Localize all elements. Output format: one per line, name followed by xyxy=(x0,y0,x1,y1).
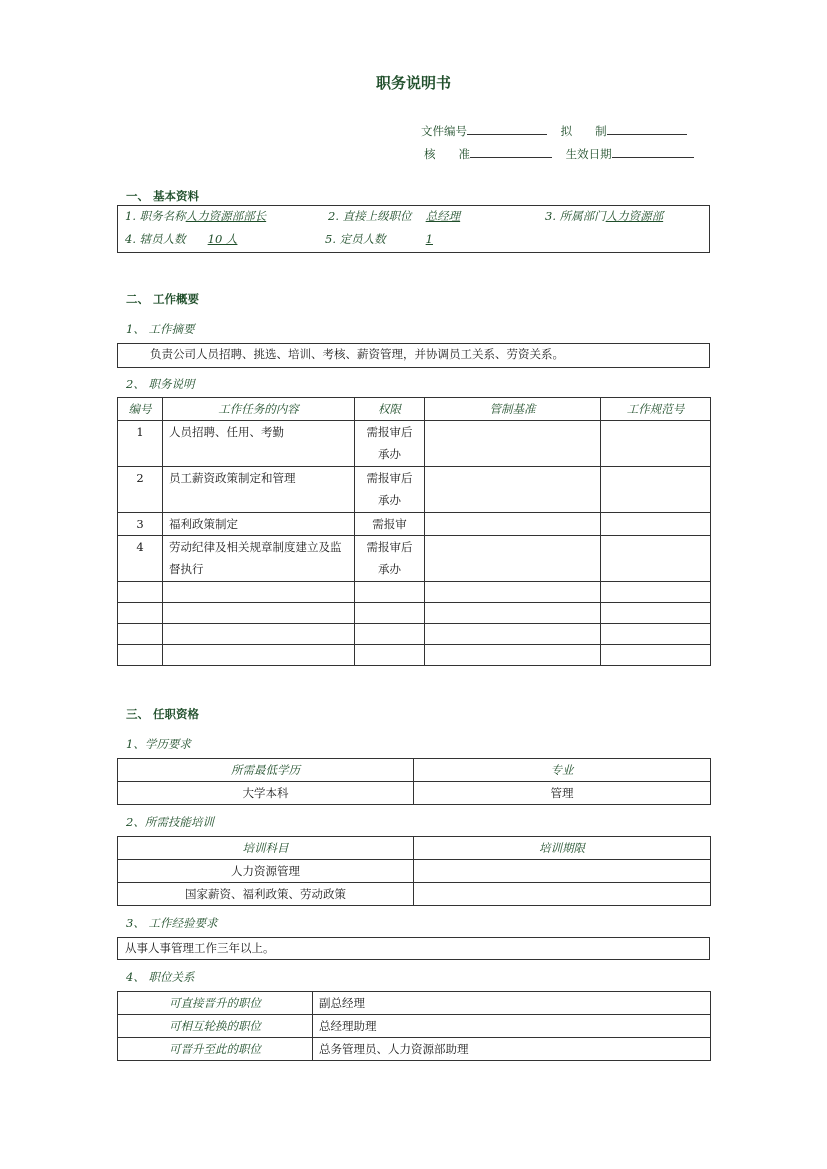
exp-box xyxy=(117,937,710,960)
col-auth: 权限 xyxy=(355,398,425,421)
edu-table xyxy=(117,758,711,805)
col-task: 工作任务的内容 xyxy=(163,398,355,421)
draft-field[interactable] xyxy=(607,123,687,135)
table-row: 可直接晋升的职位 副总经理 xyxy=(118,992,711,1015)
table-row: 3 福利政策制定 需报审 xyxy=(118,513,711,536)
table-row: 人力资源管理 xyxy=(118,860,711,883)
basic-info-box xyxy=(117,205,710,253)
duties-header-row xyxy=(118,398,711,421)
rel-label: 4、 职位关系 xyxy=(126,970,195,984)
page-title: 职务说明书 xyxy=(375,74,451,92)
train-col-subject: 培训科目 xyxy=(118,837,414,860)
relations-table xyxy=(117,991,711,1061)
table-row: 4 劳动纪律及相关规章制度建立及监督执行 需报审后承办 xyxy=(118,536,711,582)
exp-label: 3、 工作经验要求 xyxy=(126,916,218,930)
field-supervisor: 2. 直接上级职位 总经理 xyxy=(328,209,461,223)
train-col-period: 培训期限 xyxy=(414,837,711,860)
table-row: 国家薪资、福利政策、劳动政策 xyxy=(118,883,711,906)
duties-table xyxy=(117,397,711,666)
exp-text: 从事人事管理工作三年以上。 xyxy=(125,941,275,955)
section3-heading: 三、 任职资格 xyxy=(126,707,200,721)
train-label: 2、所需技能培训 xyxy=(126,815,214,829)
approve-label: 核 准 xyxy=(424,147,470,161)
table-row: 1 人员招聘、任用、考勤 需报审后承办 xyxy=(118,421,711,467)
doc-no-field[interactable] xyxy=(467,123,547,135)
summary-box xyxy=(117,343,710,368)
col-no: 编号 xyxy=(118,398,163,421)
table-row-empty xyxy=(118,624,711,645)
meta-row-2 xyxy=(424,146,694,162)
train-table xyxy=(117,836,711,906)
field-headcount: 5. 定员人数 1 xyxy=(325,232,433,246)
edu-col-major: 专业 xyxy=(414,759,711,782)
section2-heading: 二、 工作概要 xyxy=(126,292,200,306)
col-control: 管制基准 xyxy=(425,398,601,421)
table-row: 可晋升至此的职位 总务管理员、人力资源部助理 xyxy=(118,1038,711,1061)
meta-row-1 xyxy=(421,123,687,139)
edu-col-level: 所需最低学历 xyxy=(118,759,414,782)
summary-text: 负责公司人员招聘、挑选、培训、考核、薪资管理，并协调员工关系、劳资关系。 xyxy=(150,347,564,361)
edu-label: 1、学历要求 xyxy=(126,737,191,751)
effective-field[interactable] xyxy=(612,146,694,158)
table-row: 可相互轮换的职位 总经理助理 xyxy=(118,1015,711,1038)
approve-field[interactable] xyxy=(470,146,552,158)
field-subordinates: 4. 辖员人数 10 人 xyxy=(125,232,238,246)
effective-label: 生效日期 xyxy=(565,147,612,161)
table-row-empty xyxy=(118,582,711,603)
table-row-empty xyxy=(118,645,711,666)
field-job-title: 1. 职务名称人力资源部部长 xyxy=(125,209,267,223)
draft-label: 拟 制 xyxy=(560,124,607,138)
table-row-empty xyxy=(118,603,711,624)
field-department: 3. 所属部门人力资源部 xyxy=(545,209,664,223)
duties-label: 2、 职务说明 xyxy=(126,377,195,391)
section1-heading: 一、 基本资料 xyxy=(126,189,200,203)
table-row: 2 员工薪资政策制定和管理 需报审后承办 xyxy=(118,467,711,513)
summary-label: 1、 工作摘要 xyxy=(126,322,195,336)
col-spec: 工作规范号 xyxy=(601,398,711,421)
doc-no-label: 文件编号 xyxy=(421,124,467,138)
table-row: 大学本科 管理 xyxy=(118,782,711,805)
